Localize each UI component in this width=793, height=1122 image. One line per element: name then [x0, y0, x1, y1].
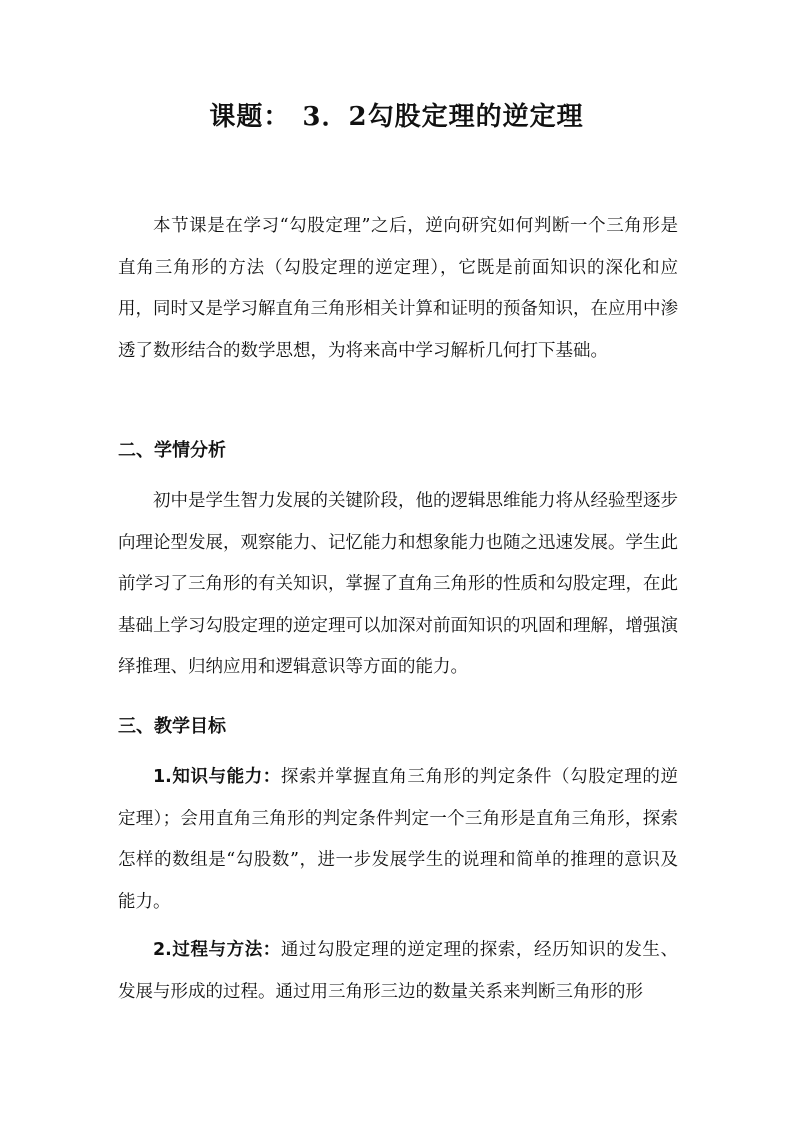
objective2-paragraph	[118, 930, 678, 1013]
title-number: 3．2	[302, 102, 368, 132]
section3-heading: 三、教学目标	[118, 716, 226, 737]
intro-paragraph: 本节课是在学习“勾股定理”之后，逆向研究如何判断一个三角形是直角三角形的方法（勾股定理的逆定理），它既是前面知识的深化和应用，同时又是学习解直角三角形相关计算和证明的预备知识，在应用中渗透了数形结合的数学思想，为将来高中学习解析几何打下基础。	[118, 216, 678, 361]
section2-paragraph: 初中是学生智力发展的关键阶段，他的逻辑思维能力将从经验型逐步向理论型发展，观察能力、记忆能力和想象能力也随之迅速发展。学生此前学习了三角形的有关知识，掌握了直角三角形的性质和勾股定理，在此基础上学习勾股定理的逆定理可以加深对前面知识的巩固和理解，增强演绎推理、归纳应用和逻辑意识等方面的能力。	[118, 491, 678, 677]
objective2-text: 通过勾股定理的逆定理的探索，经历知识的发生、发展与形成的过程。通过用三角形三边的数量关系来判断三角形的形	[118, 940, 679, 1002]
objective1-lead: 1.知识与能力：	[153, 767, 281, 787]
objective1-text: 探索并掌握直角三角形的判定条件（勾股定理的逆定理）；会用直角三角形的判定条件判定一个三角形是直角三角形，探索怎样的数组是“勾股数”，进一步发展学生的说理和简单的推理的意识及能力。	[118, 767, 679, 912]
objective1-paragraph	[118, 757, 678, 923]
intro-block	[118, 206, 678, 372]
title-prefix: 课题：	[209, 102, 291, 132]
section2-block	[118, 481, 678, 689]
objective1-block	[118, 757, 678, 923]
title-main: 勾股定理的逆定理	[367, 102, 584, 132]
page-title	[0, 96, 793, 133]
objective2-block	[118, 930, 678, 1013]
section2-heading: 二、学情分析	[118, 440, 226, 461]
objective2-lead: 2.过程与方法：	[153, 940, 281, 960]
